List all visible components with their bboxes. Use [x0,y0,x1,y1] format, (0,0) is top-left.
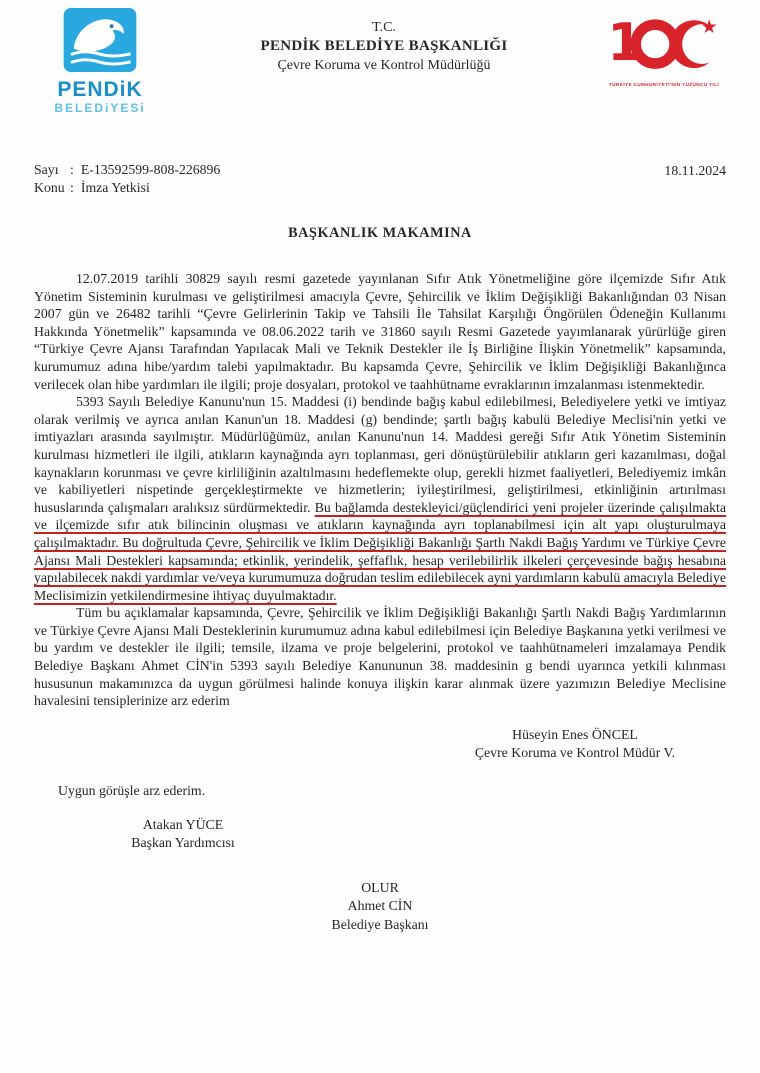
letterhead [34,6,726,115]
document-meta [34,161,726,197]
pendik-seagull-icon [63,8,137,72]
deputy-mayor-name: Atakan YÜCE [142,816,224,832]
signature-block-director [440,726,710,763]
olur-heading: OLUR [361,879,399,895]
svg-text:1: 1 [608,14,644,74]
director-title: Çevre Koruma ve Kontrol Müdür V. [474,745,676,761]
paragraph-1 [34,270,726,393]
doc-number-row [34,161,220,179]
letterhead-department: Çevre Koruma ve Kontrol Müdürlüğü [277,58,491,73]
subject-value: İmza Yetkisi [80,180,150,195]
paragraph-2-text: 5393 Sayılı Belediye Kanunu'nun 15. Maddesi (i) bendinde bağış kabul edilebilmesi, Belediyelere yetki ve imtiyaz olarak verilmiş ve ayrıca anılan Kanun'un 18. Maddesi (g) bendinde; şartlı bağış kabulü Belediye Meclisi'nin yetki ve imtiyazları arasında sayılmıştır. Müdürlüğümüz, anılan Kanunu'nun 14. Maddesi gereği Sıfır Atık Yönetim Sisteminin kurulması hizmetleri ile ilgili, atıkların kaynağında ayrı toplanması, geri dönüştürülebilir atıkların geri kazanılması, doğal kaynakların korunması ve çevre kirliliğinin azaltılmasını hedeflemekte olup, gerekli hizmet faaliyetleri, Belediyemiz imkân ve kabiliyetleri nispetinde gerçekleştirmekte ve hizmetlerin; iyileştirilmesi, geliştirilmesi, etkinliğinin artırılması hususlarında çalışmaları aralıksız sürdürmektedir. [34,394,726,515]
paragraph-3-text: Tüm bu açıklamalar kapsamında, Çevre, Şehircilik ve İklim Değişikliği Bakanlığı Şartlı Nakdi Bağış Yardımlarının ve Türkiye Çevre Ajansı Mali Desteklerinin kurumumuz adına kabul edilebilmesi için Belediye Başkanına yetki verilmesi ve bu yardım ve destekler ile ilgili; temsile, ilzama ve proje belgelerini, protokol ve taahhütnameleri imzalamaya Pendik Belediye Başkanı Ahmet CİN'in 5393 sayılı Belediye Kanununun 38. maddesinin g bendi uyarınca yetkili kılınması hususunun makamınızca da uygun görülmesi halinde konuya ilişkin karar alınmak üzere yazımızın Belediye Meclisine havalesini tensiplerinize arz ederim [34,605,726,709]
letterhead-titles [166,6,602,75]
pendik-logo-name: PENDiK [57,78,143,101]
centenary-100-icon [608,14,720,76]
director-name: Hüseyin Enes ÖNCEL [512,726,638,742]
subject-label: Konu [34,180,65,195]
pendik-municipality-logo [34,6,166,115]
document-date: 18.11.2024 [664,163,726,178]
centenary-logo [602,6,726,87]
paragraph-3 [34,604,726,710]
doc-number-value: E-13592599-808-226896 [80,162,221,177]
mayor-name: Ahmet CİN [347,898,413,914]
subject-colon: : [70,180,74,195]
paragraph-2-underlined-text: Bu bağlamda destekleyici/güçlendirici yeni projeler üzerinde çalışılmakta ve ilçemizde sıfır atık bilincinin oluşması ve atıkların kaynağında ayrı toplanabilmesi için alt yapı oluşturulmaya çalışılmaktadır. Bu doğrultuda Çevre, Şehircilik ve İklim Değişikliği Bakanlığı Şartlı Nakdi Bağış Yardımı ve Türkiye Çevre Ajansı Mali Destekleri kapsamında; etkinlik, yerindelik, şeffaflık, hesap verilebilirlik ilkeleri çerçevesinde bağış hesabına yapılabilecek nakdi yardımlar ve/veya kurumumuza doğrudan teslim edilebilecek ayni yardımların kabulü amacıyla Belediye Meclisimizin yetkilendirmesine ihtiyaç duyulmaktadır. [34,499,726,603]
pendik-logo-subname: BELEDiYESi [54,101,146,115]
paragraph-1-text: 12.07.2019 tarihli 30829 sayılı resmi gazetede yayınlanan Sıfır Atık Yönetmeliğine göre ilçemizde Sıfır Atık Yönetim Sisteminin kurulması ve geliştirilmesi amacıyla Çevre, Şehircilik ve İklim Değişikliği Bakanlığından 03 Nisan 2007 gün ve 26482 tarihli “Çevre Gelirlerinin Takip ve Tahsili İle Tahsilat Karşılığı Öngörülen Ödeneğin Kullanımı Hakkında Yönetmelik” kapsamında ve 08.06.2022 tarih ve 31860 sayılı Resmi Gazetede yayımlanarak yürürlüğe giren “Türkiye Çevre Ajansı Tarafından Yapılacak Mali ve Teknik Destekler ile İş Birliğine İlişkin Yönetmelik” kapsamında, kurumumuz adına hibe/yardım talebi yapılmaktadır. Bu kapsamda Çevre, Şehircilik ve İklim Değişikliği Bakanlığınca verilecek olan hibe yardımları ile ilgili; proje dosyaları, protokol ve taahhütname evraklarının imzalanması istenmektedir. [34,271,726,392]
signature-block-mayor [34,879,726,935]
salutation: BAŞKANLIK MAKAMINA [288,225,472,241]
approval-note: Uygun görüşle arz ederim. [58,782,206,798]
mayor-title: Belediye Başkanı [331,916,429,932]
letterhead-organization: PENDİK BELEDİYE BAŞKANLIĞI [260,38,508,54]
letterhead-tc: T.C. [372,20,396,35]
signature-block-deputy-mayor [78,816,288,853]
deputy-mayor-title: Başkan Yardımcısı [131,835,235,851]
doc-number-colon: : [70,162,74,177]
subject-row [34,179,220,197]
centenary-caption: TÜRKİYE CUMHURİYETİ'NİN YÜZÜNCÜ YILI [608,82,719,87]
doc-number-label: Sayı [34,162,59,177]
paragraph-2 [34,393,726,604]
meta-left [34,161,220,197]
